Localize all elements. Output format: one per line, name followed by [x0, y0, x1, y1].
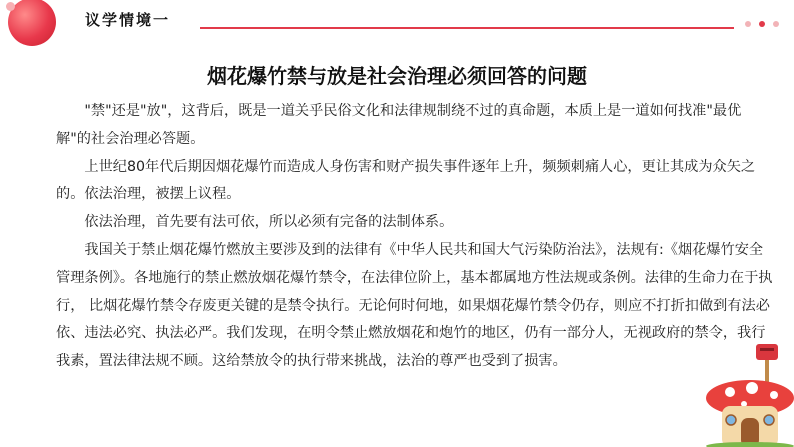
mushroom-mailbox-illustration: [700, 340, 794, 447]
body-text: [56, 98, 776, 376]
header-dot-2: [759, 21, 765, 27]
paragraph-3: 依法治理，首先要有法可依，所以必须有完备的法制体系。: [84, 214, 454, 231]
paragraph-2: 上世纪80年代后期因烟花爆竹而造成人身伤害和财产损失事件逐年上升，频频刺痛人心，更让其成为众矢之的。依法治理，被摆上议程。: [56, 158, 756, 203]
decor-circle-large: [8, 0, 56, 46]
header-dot-1: [745, 21, 751, 27]
decor-circle-small: [6, 2, 15, 11]
page-title: 烟花爆竹禁与放是社会治理必须回答的问题: [207, 64, 587, 88]
header-divider: [200, 27, 734, 29]
header-dot-3: [773, 21, 779, 27]
paragraph-1: "禁"还是"放"，这背后，既是一道关乎民俗文化和法律规制绕不过的真命题，本质上是一道如何找准"最优解"的社会治理必答题。: [56, 103, 742, 147]
header-title: 议学情境一: [85, 11, 171, 29]
paragraph-4: 我国关于禁止烟花爆竹燃放主要涉及到的法律有《中华人民共和国大气污染防治法》，法规有:《烟花爆竹安全管理条例》。各地施行的禁止燃放烟花爆竹禁令，在法律位阶上，基本都属地方性法规或条例。法律的生命力在于执行， 比烟花爆竹禁令存废更关键的是禁令执行。无论何时何地，如果烟花爆竹禁令仍存，则应不打折扣做到有法必依、违法必究、执法必严。我们发现，在明令禁止燃放烟花和炮竹的地区，仍有一部分人，无视政府的禁令，我行我素，置法律法规不顾。这给禁放令的执行带来挑战，法治的尊严也受到了损害。: [56, 241, 773, 370]
